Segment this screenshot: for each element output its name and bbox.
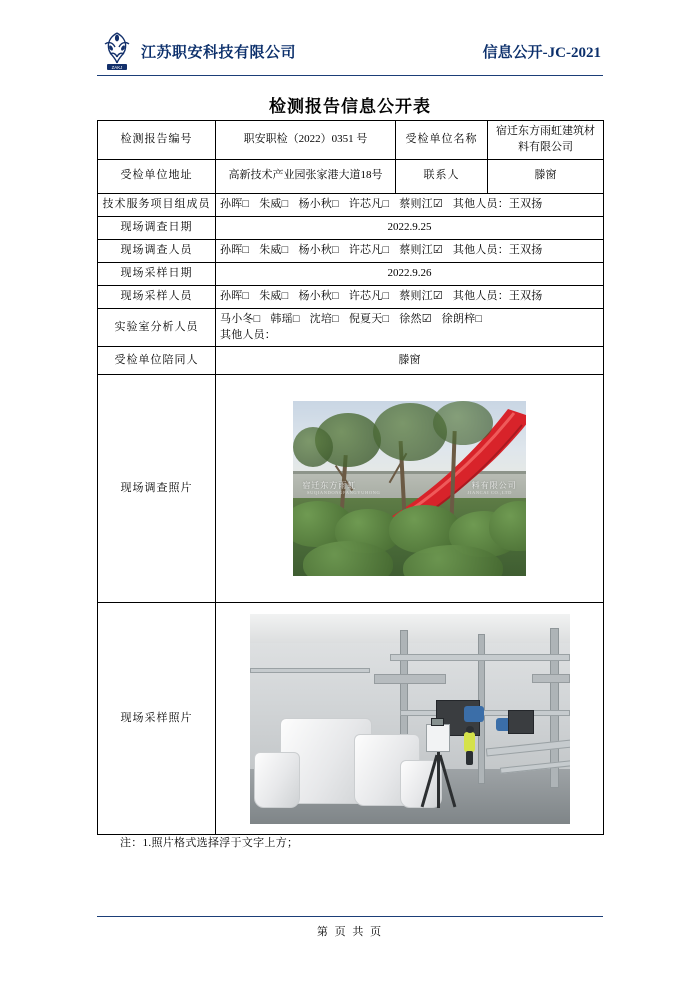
team-member-4: 许芯凡□: [348, 197, 390, 210]
wall-sign-sub-right: JIANCAI CO.,LTD: [467, 489, 512, 495]
sample-staff-3: 杨小秋□: [298, 289, 339, 302]
page-header: [97, 28, 603, 76]
survey-photo-cell: [216, 375, 604, 603]
sample-staff-1: 孙晖□: [220, 289, 250, 302]
sample-staff-2: 朱威□: [259, 289, 289, 302]
sample-staff-other: 其他人员：王双扬: [452, 289, 543, 302]
escort-value: 滕窗: [216, 347, 604, 375]
header-divider: [97, 75, 603, 76]
survey-photo-label: 现场调查照片: [98, 375, 216, 603]
team-members-cell: [216, 193, 604, 216]
survey-staff-4: 许芯凡□: [348, 243, 390, 256]
team-member-5: 蔡则江☑: [399, 197, 443, 210]
steel-beam: [250, 668, 370, 673]
sample-staff-4: 许芯凡□: [348, 289, 390, 302]
lab-member-3: 沈培□: [309, 312, 339, 325]
motor: [464, 706, 484, 722]
logo-text: ZAKJ: [111, 64, 123, 70]
survey-staff-label: 现场调查人员: [98, 239, 216, 262]
survey-date-value: 2022.9.25: [216, 216, 604, 239]
wall-sign-left: 宿迁东方雨虹: [302, 481, 357, 491]
table-row: [98, 216, 604, 239]
team-member-3: 杨小秋□: [298, 197, 339, 210]
contact-value: 滕窗: [488, 159, 604, 193]
table-row: [98, 375, 604, 603]
sample-photo-cell: [216, 603, 604, 835]
sample-staff-cell: [216, 285, 604, 308]
sampler-body: [426, 724, 450, 752]
sampling-site-photo: [250, 614, 570, 824]
footnote: 注：1.照片格式选择浮于文字上方；: [120, 837, 299, 849]
team-member-2: 朱威□: [259, 197, 289, 210]
lab-staff-line1: [220, 312, 599, 328]
document-code: 信息公开-JC-2021: [482, 44, 601, 61]
brand: [97, 30, 296, 72]
survey-staff-other: 其他人员：王双扬: [452, 243, 543, 256]
worker-legs: [466, 751, 473, 765]
steel-beam: [400, 710, 570, 716]
steel-beam: [390, 654, 570, 661]
sample-staff-5: 蔡则江☑: [399, 289, 443, 302]
lab-member-5: 徐然☑: [399, 312, 432, 325]
sample-date-value: 2022.9.26: [216, 262, 604, 285]
company-name: 江苏职安科技有限公司: [141, 44, 297, 61]
survey-staff-2: 朱威□: [259, 243, 289, 256]
lab-member-1: 马小冬□: [220, 312, 261, 325]
wall-sign-sub-left: SUQIANDONGFANGYUHONG: [306, 489, 381, 495]
photo-ceiling: [250, 614, 570, 643]
escort-label: 受检单位陪同人: [98, 347, 216, 375]
survey-staff-1: 孙晖□: [220, 243, 250, 256]
table-row: [98, 262, 604, 285]
survey-staff-cell: [216, 239, 604, 262]
lab-member-2: 韩瑶□: [270, 312, 300, 325]
worker-helmet: [466, 726, 474, 733]
bulk-bag: [254, 752, 300, 808]
table-row: [98, 193, 604, 216]
bush: [303, 541, 393, 576]
table-row: [98, 603, 604, 835]
client-addr-value: 高新技术产业园张家港大道18号: [216, 159, 396, 193]
contact-label: 联系人: [396, 159, 488, 193]
duct-pipe: [532, 674, 570, 683]
company-logo-icon: [97, 30, 137, 72]
wall-sign-right: 料有限公司: [471, 481, 517, 491]
survey-date-label: 现场调查日期: [98, 216, 216, 239]
survey-site-photo: [293, 401, 526, 576]
client-name-label: 受检单位名称: [396, 121, 488, 160]
team-other: 其他人员：王双扬: [452, 197, 543, 210]
page-title: 检测报告信息公开表: [269, 97, 431, 116]
sample-staff-label: 现场采样人员: [98, 285, 216, 308]
page-number: 第 页 共 页: [316, 926, 384, 938]
survey-staff-5: 蔡则江☑: [399, 243, 443, 256]
worker-vest: [464, 732, 475, 752]
machine-housing: [508, 710, 534, 734]
client-addr-label: 受检单位地址: [98, 159, 216, 193]
duct-pipe: [374, 674, 446, 684]
client-name-value: 宿迁东方雨虹建筑材料有限公司: [488, 121, 604, 160]
sampler-head: [431, 718, 444, 726]
team-member-1: 孙晖□: [220, 197, 250, 210]
survey-staff-3: 杨小秋□: [298, 243, 339, 256]
table-row: [98, 239, 604, 262]
sample-date-label: 现场采样日期: [98, 262, 216, 285]
table-row: [98, 285, 604, 308]
lab-staff-label: 实验室分析人员: [98, 308, 216, 347]
wall-sign-subtext: [307, 490, 512, 497]
table-row: [98, 347, 604, 375]
footer-divider: [97, 916, 603, 917]
sample-photo-label: 现场采样照片: [98, 603, 216, 835]
report-no-value: 职安职检（2022）0351 号: [216, 121, 396, 160]
info-table: [97, 120, 604, 835]
table-row: [98, 121, 604, 160]
lab-member-6: 徐朗梓□: [441, 312, 483, 325]
bulk-bag: [400, 760, 442, 808]
lab-staff-cell: [216, 308, 604, 347]
lab-member-4: 倪夏天□: [348, 312, 390, 325]
table-row: [98, 308, 604, 347]
team-label: 技术服务项目组成员: [98, 193, 216, 216]
table-row: [98, 159, 604, 193]
lab-staff-line2: 其他人员：: [220, 328, 276, 341]
report-no-label: 检测报告编号: [98, 121, 216, 160]
